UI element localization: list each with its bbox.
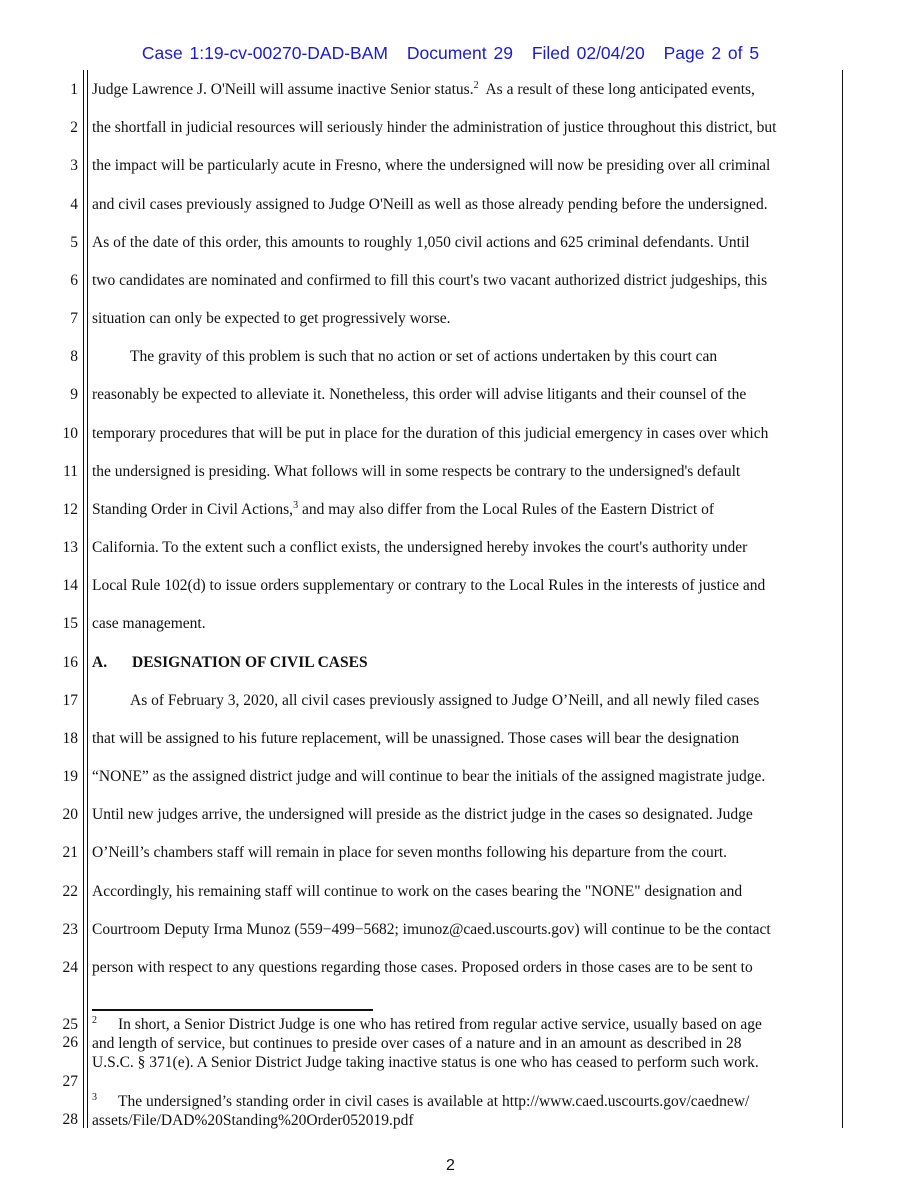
line-text: two candidates are nominated and confirmed to fill this court's two vacant authorized district judgeships, this xyxy=(92,271,768,289)
footnote-text: and length of service, but continues to preside over cases of a nature and in an amount as described in 28 xyxy=(92,1035,742,1052)
text-line xyxy=(92,539,747,557)
line-text: the shortfall in judicial resources will seriously hinder the administration of justice throughout this district, but xyxy=(92,119,777,137)
footnote-ref[interactable]: 2 xyxy=(473,80,479,91)
right-margin-rule xyxy=(842,70,843,1128)
line-text-continued: As a result of these long anticipated events, xyxy=(478,81,755,98)
line-text: California. To the extent such a conflict exists, the undersigned hereby invokes the court's authority under xyxy=(92,539,748,557)
text-line xyxy=(92,501,714,519)
page-of: Page 2 of 5 xyxy=(663,43,760,63)
line-text: Courtroom Deputy Irma Munoz (559−499−5682; imunoz@caed.uscourts.gov) will continue to be the contact xyxy=(92,920,771,938)
line-number: 16 xyxy=(62,653,78,671)
line-number: 19 xyxy=(62,768,78,786)
text-line xyxy=(92,615,206,633)
line-number: 26 xyxy=(62,1034,78,1051)
line-text: situation can only be expected to get progressively worse. xyxy=(92,310,451,328)
line-number: 8 xyxy=(70,348,78,366)
line-text: temporary procedures that will be put in place for the duration of this judicial emergency in cases over which xyxy=(92,424,769,442)
text-line xyxy=(92,959,753,977)
text-line xyxy=(92,806,753,824)
line-number: 15 xyxy=(62,615,78,633)
line-text: Judge Lawrence J. O'Neill will assume inactive Senior status. xyxy=(92,81,474,98)
footnote-text: The undersigned’s standing order in civil cases is available at http://www.caed.uscourts.gov/caednew/ xyxy=(118,1093,750,1110)
line-text: O’Neill’s chambers staff will remain in place for seven months following his departure from the court. xyxy=(92,844,728,862)
line-number: 17 xyxy=(62,691,78,709)
line-number: 7 xyxy=(70,310,78,328)
text-line xyxy=(92,196,768,214)
line-text: Standing Order in Civil Actions, xyxy=(92,500,294,518)
line-text: “NONE” as the assigned district judge and will continue to bear the initials of the assigned magistrate judge. xyxy=(92,768,766,786)
text-line xyxy=(92,386,746,404)
text-line xyxy=(92,157,770,175)
page-number: 2 xyxy=(446,1157,455,1174)
line-number: 28 xyxy=(62,1111,78,1128)
line-text: person with respect to any questions regarding those cases. Proposed orders in those cases are to be sent to xyxy=(92,958,753,976)
text-line xyxy=(130,348,717,366)
line-number: 20 xyxy=(62,806,78,824)
line-text: Local Rule 102(d) to issue orders supplementary or contrary to the Local Rules in the interests of justice and xyxy=(92,577,766,595)
footnote-text: assets/File/DAD%20Standing%20Order052019.pdf xyxy=(92,1112,414,1129)
line-number: 27 xyxy=(62,1073,78,1090)
footnote-text: In short, a Senior District Judge is one who has retired from regular active service, usually based on age xyxy=(118,1016,762,1033)
line-number: 6 xyxy=(70,271,78,289)
line-text: Accordingly, his remaining staff will continue to work on the cases bearing the "NONE" designation and xyxy=(92,882,743,900)
text-line xyxy=(92,119,776,137)
left-margin-rule-inner xyxy=(87,70,88,1128)
line-number: 23 xyxy=(62,920,78,938)
text-line xyxy=(92,272,767,290)
line-number: 24 xyxy=(62,958,78,976)
case-number: Case 1:19-cv-00270-DAD-BAM xyxy=(141,43,388,63)
line-number: 18 xyxy=(62,729,78,747)
line-text: the undersigned is presiding. What follows will in some respects be contrary to the undersigned's default xyxy=(92,462,741,480)
section-label: A. xyxy=(92,653,108,671)
line-text: As of the date of this order, this amounts to roughly 1,050 civil actions and 625 criminal defendants. Until xyxy=(92,233,750,251)
line-number: 11 xyxy=(63,462,78,480)
line-number: 2 xyxy=(70,119,78,137)
document-number: Document 29 xyxy=(406,43,513,63)
filed-date: Filed 02/04/20 xyxy=(531,43,645,63)
text-line xyxy=(92,81,755,99)
footnote-line xyxy=(92,1034,742,1053)
line-text: As of February 3, 2020, all civil cases previously assigned to Judge O’Neill, and all newly filed cases xyxy=(130,691,760,709)
text-line xyxy=(92,768,765,786)
line-text: case management. xyxy=(92,615,206,633)
line-number: 21 xyxy=(62,844,78,862)
footnote-line xyxy=(92,1111,414,1130)
line-number: 13 xyxy=(62,539,78,557)
text-line xyxy=(92,425,768,443)
text-line xyxy=(130,692,759,710)
footnote-line: 2 In short, a Senior District Judge is one who has retired from regular active service, usually based on age xyxy=(92,1015,762,1033)
line-number: 14 xyxy=(62,577,78,595)
text-line xyxy=(92,463,740,481)
line-number: 25 xyxy=(62,1016,78,1033)
line-number: 3 xyxy=(70,157,78,175)
line-number: 1 xyxy=(70,81,78,98)
line-text: The gravity of this problem is such that no action or set of actions undertaken by this court can xyxy=(130,348,718,366)
text-line xyxy=(92,921,771,939)
text-line xyxy=(92,730,739,748)
line-text-continued: and may also differ from the Local Rules of the Eastern District of xyxy=(298,500,714,518)
line-number: 12 xyxy=(62,500,78,518)
footnote-ref[interactable]: 3 xyxy=(293,499,299,511)
line-text: reasonably be expected to alleviate it. Nonetheless, this order will advise litigants and their counsel of the xyxy=(92,386,747,404)
line-number: 5 xyxy=(70,233,78,251)
case-header xyxy=(0,43,901,64)
line-text: DESIGNATION OF CIVIL CASES xyxy=(132,653,368,671)
line-text: and civil cases previously assigned to Judge O'Neill as well as those already pending before the undersigned. xyxy=(92,195,768,213)
left-margin-rule xyxy=(83,70,84,1128)
section-heading xyxy=(92,654,368,672)
text-line xyxy=(92,234,750,252)
footnote-line xyxy=(92,1053,759,1072)
line-number: 22 xyxy=(62,882,78,900)
line-text: Until new judges arrive, the undersigned will preside as the district judge in the cases so designated. Judge xyxy=(92,806,753,824)
text-line xyxy=(92,310,451,328)
text-line xyxy=(92,577,765,595)
line-text: the impact will be particularly acute in Fresno, where the undersigned will now be presiding over all criminal xyxy=(92,157,771,175)
text-line xyxy=(92,883,742,901)
text-line xyxy=(92,844,727,862)
footnote-text: U.S.C. § 371(e). A Senior District Judge taking inactive status is one who has ceased to perform such work. xyxy=(92,1054,759,1071)
line-text: that will be assigned to his future replacement, will be unassigned. Those cases will bear the designation xyxy=(92,729,740,747)
line-number: 4 xyxy=(70,195,78,213)
line-number: 10 xyxy=(62,424,78,442)
footnote-separator xyxy=(92,1009,373,1011)
footnote-line: 3 The undersigned’s standing order in civil cases is available at http://www.caed.uscourts.gov/caednew/ xyxy=(92,1092,750,1110)
line-number: 9 xyxy=(70,386,78,404)
